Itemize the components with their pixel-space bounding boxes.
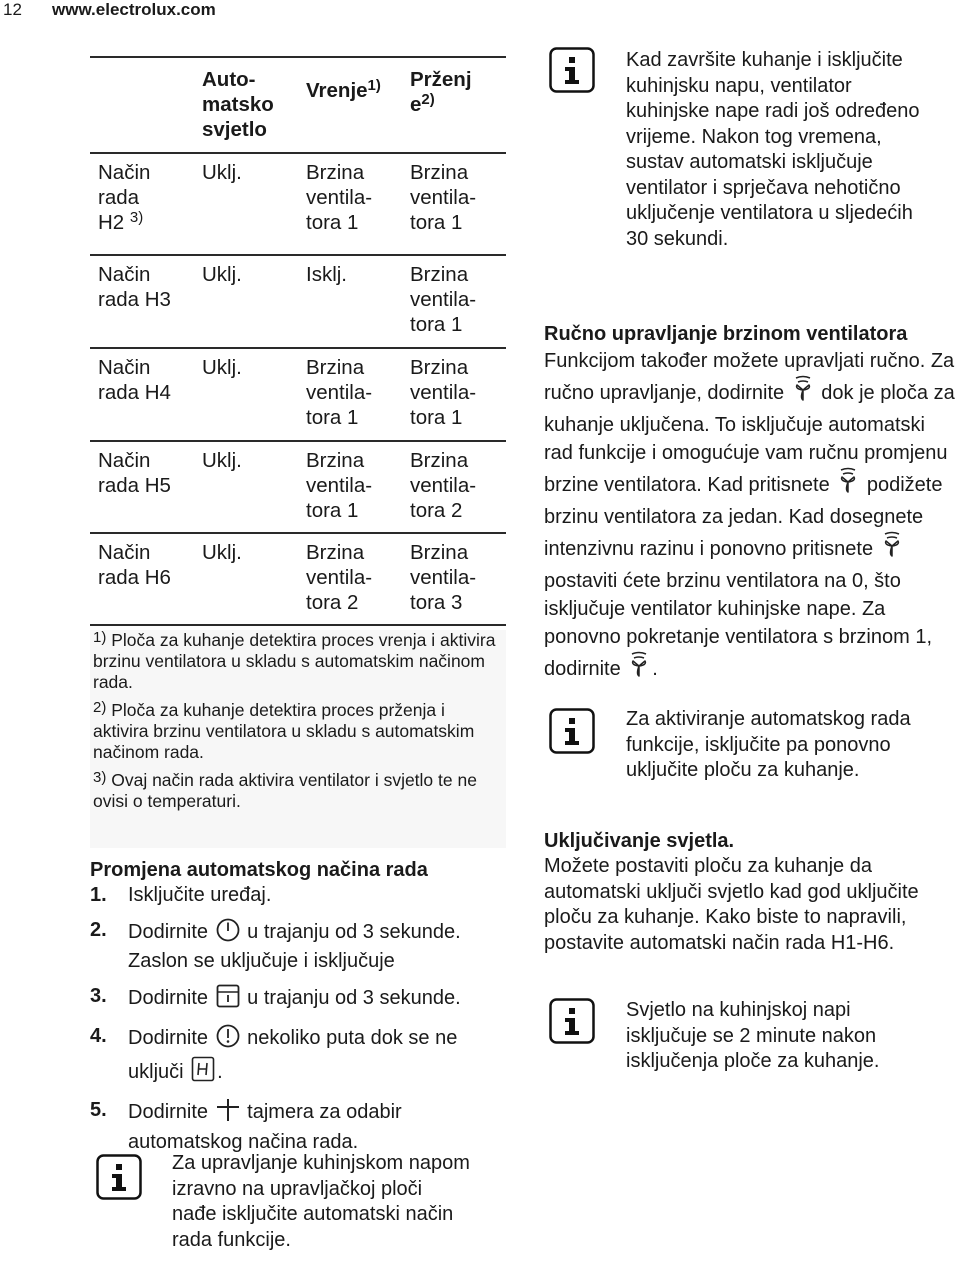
plus-icon (216, 1098, 240, 1130)
light-section (544, 829, 956, 956)
table-row (90, 154, 506, 256)
boil-cell: Brzina ventila- tora 1 (306, 449, 373, 522)
step-item: 2. Dodirnite u trajanju od 3 sekunde. Zaslon se uključuje i isključuje (90, 918, 461, 972)
fan-icon (881, 531, 903, 567)
info-icon (549, 708, 595, 754)
fan-icon (628, 651, 650, 687)
mode-cell: Način rada H2 $^{3)}$ (98, 161, 151, 234)
light-cell: Uklj. (202, 263, 242, 286)
fry-cell: Brzina ventila- tora 2 (410, 449, 477, 522)
lock-icon (216, 984, 240, 1016)
site-url: www.electrolux.com (52, 0, 216, 19)
col-header-light: Auto- matsko svjetlo (202, 68, 274, 141)
step-item: 5. Dodirnite tajmera za odabir automatskog načina rada. (90, 1099, 402, 1153)
table-row (90, 256, 506, 349)
mode-cell: Način rada H5 (98, 449, 171, 497)
info-text: Za upravljanje kuhinjskom napom izravno na upravljačkoj ploči nađe isključite automatski način rada funkcije. (172, 1152, 470, 1251)
info-text: Za aktiviranje automatskog rada funkcije, isključite pa ponovno uključite ploču za kuhanje. (626, 708, 911, 781)
info-text: Svjetlo na kuhinjskoj napi isključuje se 2 minute nakon isključenja ploče za kuhanje. (626, 999, 880, 1072)
fan-icon (792, 375, 814, 411)
timer-icon (216, 1024, 240, 1056)
hood-mode-table (90, 56, 506, 626)
light-cell: Uklj. (202, 449, 242, 472)
boil-cell: Brzina ventila- tora 1 (306, 161, 373, 234)
mode-cell: Način rada H4 (98, 356, 171, 404)
change-mode-section (90, 858, 510, 1155)
table-footnotes (90, 630, 506, 848)
table-row (90, 349, 506, 442)
footnote: $^{1)}$ Ploča za kuhanje detektira proces vrenja i aktivira brzinu ventilatora u skladu s automatskim načinom rada. (93, 629, 496, 692)
fry-cell: Brzina ventila- tora 1 (410, 161, 477, 234)
manual-fan-section (544, 322, 956, 687)
fan-icon (837, 467, 859, 503)
step-item: 4. Dodirnite nekoliko puta dok se ne uključi . (90, 1024, 510, 1089)
section-title: Uključivanje svjetla. (544, 830, 735, 852)
boil-cell: Brzina ventila- tora 2 (306, 541, 373, 614)
mode-cell: Način rada H6 (98, 541, 171, 589)
fry-cell: Brzina ventila- tora 3 (410, 541, 477, 614)
footnote: $^{2)}$ Ploča za kuhanje detektira proces prženja i aktivira brzinu ventilatora u skladu s automatskim načinom rada. (93, 699, 475, 762)
table-header-row (90, 58, 506, 154)
table-row (90, 442, 506, 534)
info-icon (96, 1154, 142, 1200)
light-cell: Uklj. (202, 541, 242, 564)
fry-cell: Brzina ventila- tora 1 (410, 356, 477, 429)
section-title: Promjena automatskog načina rada (90, 859, 428, 881)
h-display-icon (191, 1056, 215, 1090)
col-header-fry: Prženj $e^{2)}$ (410, 68, 472, 116)
step-item: 3. Dodirnite u trajanju od 3 sekunde. (90, 984, 510, 1016)
section-text: Funkcijom također možete upravljati ručno. Za ručno upravljanje, dodirnite dok je ploča za kuhanje uključena. To isključuje automatski rad funkcije i omogućuje vam ručnu promjenu brzine ventilatora. Kad pritisnete podižete brzinu ventilatora za jedan. Kad dosegnete intenzivnu razinu i ponovno pritisnete postaviti ćete brzinu ventilatora na 0, što isključuje ventilator kuhinjske nape. Za ponovno pokretanje ventilatora s brzinom 1, dodirnite . (544, 347, 956, 687)
section-title: Ručno upravljanje brzinom ventilatora (544, 323, 908, 345)
mode-cell: Način rada H3 (98, 263, 171, 311)
boil-cell: Isklj. (306, 263, 347, 286)
power-icon (216, 918, 240, 950)
info-icon (549, 998, 595, 1044)
col-header-boil: Vrenje$^{1)}$ (306, 77, 381, 102)
page-number: 12 (3, 0, 22, 19)
step-item: 1. Isključite uređaj. (90, 884, 272, 906)
info-text: Kad završite kuhanje i isključite kuhinjsku napu, ventilator kuhinjske nape radi još određeno vrijeme. Nakon tog vremena, sustav automatski isključuje ventilator i sprječava nehotično uključenje ventilatora u sljedećih 30 sekundi. (626, 49, 920, 250)
boil-cell: Brzina ventila- tora 1 (306, 356, 373, 429)
info-icon (549, 47, 595, 93)
table-row (90, 534, 506, 626)
light-cell: Uklj. (202, 356, 242, 379)
footnote: $^{3)}$ Ovaj način rada aktivira ventilator i svjetlo te ne ovisi o temperaturi. (93, 769, 477, 811)
section-text: Možete postaviti ploču za kuhanje da automatski uključi svjetlo kad god uključite ploču za kuhanje. Kako biste to napravili, postavite automatski način rada H1-H6. (544, 855, 919, 954)
light-cell: Uklj. (202, 161, 242, 184)
fry-cell: Brzina ventila- tora 1 (410, 263, 477, 336)
